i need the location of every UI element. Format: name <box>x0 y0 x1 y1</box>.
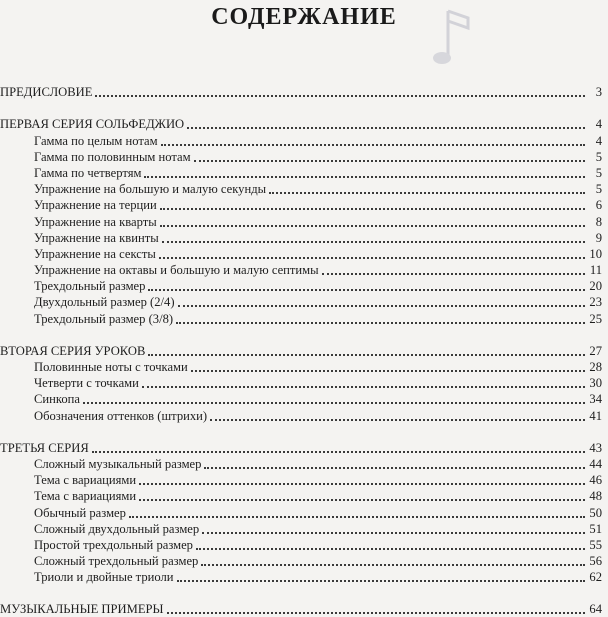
toc-entry[interactable] <box>0 246 608 262</box>
toc-dot-leader <box>167 611 586 614</box>
toc-entry[interactable] <box>0 569 608 585</box>
toc-entry[interactable] <box>0 553 608 569</box>
toc-dot-leader <box>178 304 585 307</box>
toc-entry-label: Упражнение на терции <box>34 198 157 213</box>
toc-entry-label: Обозначения оттенков (штрихи) <box>34 408 208 423</box>
page-title: СОДЕРЖАНИЕ <box>211 4 397 30</box>
toc-page-number: 27 <box>589 343 602 358</box>
toc-entry-label: Сложный музыкальный размер <box>34 456 202 471</box>
toc-page-number: 46 <box>589 473 602 488</box>
toc-dot-leader <box>148 353 585 356</box>
toc-dot-leader <box>160 207 585 210</box>
toc-entry[interactable] <box>0 197 608 213</box>
toc-entry-label: Тема с вариациями <box>34 473 137 488</box>
toc-entry[interactable] <box>0 213 608 229</box>
toc-dot-leader <box>92 450 585 453</box>
toc-dot-leader <box>83 401 585 404</box>
toc-entry-label: Упражнение на большую и малую секунды <box>34 182 267 197</box>
toc-entry-label: Обычный размер <box>34 505 126 520</box>
toc-dot-leader <box>269 191 585 194</box>
toc-entry-label: Сложный трехдольный размер <box>34 554 199 569</box>
toc-dot-leader <box>139 482 585 485</box>
toc-page-number: 28 <box>589 360 602 374</box>
toc-dot-leader <box>144 175 585 178</box>
toc-dot-leader <box>162 240 585 243</box>
section-gap <box>0 327 608 343</box>
toc-entry[interactable] <box>0 132 608 148</box>
toc-entry-label: ПРЕДИСЛОВИЕ <box>0 85 93 100</box>
toc-dot-leader <box>210 418 585 421</box>
toc-section-entry[interactable] <box>0 440 608 456</box>
toc-entry-label: ПЕРВАЯ СЕРИЯ СОЛЬФЕДЖИО <box>0 117 185 132</box>
toc-page-number: 5 <box>595 149 602 164</box>
show-through-decoration <box>150 40 450 60</box>
toc-dot-leader <box>191 369 585 372</box>
table-of-contents <box>0 84 608 617</box>
toc-entry[interactable] <box>0 149 608 165</box>
toc-page-number: 55 <box>589 537 602 552</box>
toc-dot-leader <box>95 94 585 97</box>
toc-entry[interactable] <box>0 456 608 472</box>
toc-dot-leader <box>160 224 585 227</box>
toc-page-number: 43 <box>589 440 602 455</box>
toc-entry-label: ВТОРАЯ СЕРИЯ УРОКОВ <box>0 343 146 358</box>
toc-entry-label: Синкопа <box>34 392 80 407</box>
toc-entry-label: Гамма по половинным нотам <box>34 149 191 164</box>
toc-section-entry[interactable] <box>0 343 608 359</box>
toc-page-number: 56 <box>589 554 602 569</box>
toc-page-number: 25 <box>589 311 602 326</box>
toc-entry[interactable] <box>0 504 608 520</box>
toc-page-number: 44 <box>589 456 602 471</box>
toc-entry[interactable] <box>0 407 608 423</box>
toc-section-entry[interactable] <box>0 601 608 617</box>
toc-entry-label: Гамма по целым нотам <box>34 133 158 148</box>
toc-dot-leader <box>322 272 585 275</box>
toc-page-number: 64 <box>589 602 602 617</box>
toc-entry-label: Трехдольный размер <box>34 279 146 294</box>
toc-entry-label: Гамма по четвертям <box>34 165 142 180</box>
toc-page-number: 20 <box>589 279 602 294</box>
toc-dot-leader <box>159 256 585 259</box>
toc-entry[interactable] <box>0 391 608 407</box>
toc-dot-leader <box>148 288 585 291</box>
toc-entry-label: Простой трехдольный размер <box>34 537 193 552</box>
toc-page-number: 23 <box>589 295 602 310</box>
toc-entry-label: МУЗЫКАЛЬНЫЕ ПРИМЕРЫ <box>0 602 164 617</box>
toc-page-number: 4 <box>595 117 602 132</box>
toc-page-number: 5 <box>595 182 602 197</box>
toc-dot-leader <box>142 385 585 388</box>
section-gap <box>0 585 608 601</box>
toc-page-number: 50 <box>589 505 602 520</box>
toc-dot-leader <box>196 547 585 550</box>
toc-entry-label: Трехдольный размер (3/8) <box>34 311 174 326</box>
toc-entry[interactable] <box>0 262 608 278</box>
toc-page-number: 41 <box>589 408 602 423</box>
toc-dot-leader <box>201 563 585 566</box>
toc-section-entry[interactable] <box>0 84 608 100</box>
toc-page-number: 4 <box>595 133 602 148</box>
toc-dot-leader <box>177 579 585 582</box>
toc-dot-leader <box>204 466 585 469</box>
toc-entry[interactable] <box>0 294 608 310</box>
toc-page-number: 9 <box>595 230 602 245</box>
toc-page-number: 11 <box>589 263 602 278</box>
toc-entry[interactable] <box>0 472 608 488</box>
toc-dot-leader <box>161 143 585 146</box>
toc-dot-leader <box>139 498 585 501</box>
toc-entry-label: Упражнение на кварты <box>34 214 157 229</box>
toc-entry-label: Сложный двухдольный размер <box>34 521 200 536</box>
toc-dot-leader <box>187 126 585 129</box>
toc-page-number: 8 <box>595 214 602 229</box>
toc-entry[interactable] <box>0 359 608 375</box>
toc-entry[interactable] <box>0 165 608 181</box>
toc-page-number: 10 <box>589 246 602 261</box>
toc-dot-leader <box>129 515 585 518</box>
section-gap <box>0 100 608 116</box>
toc-entry[interactable] <box>0 278 608 294</box>
toc-entry[interactable] <box>0 537 608 553</box>
toc-page-number: 30 <box>589 376 602 391</box>
toc-entry-label: Упражнение на квинты <box>34 230 159 245</box>
section-gap <box>0 424 608 440</box>
toc-page-number: 3 <box>595 85 602 100</box>
toc-entry[interactable] <box>0 375 608 391</box>
toc-entry-label: Упражнение на сексты <box>34 246 156 261</box>
toc-dot-leader <box>202 531 585 534</box>
toc-page-number: 6 <box>595 198 602 213</box>
toc-entry-label: Четверти с точками <box>34 376 139 391</box>
toc-entry-label: Триоли и двойные триоли <box>34 570 174 585</box>
toc-entry[interactable] <box>0 310 608 326</box>
toc-entry[interactable] <box>0 230 608 246</box>
toc-page-number: 5 <box>595 165 602 180</box>
toc-page-number: 48 <box>589 489 602 504</box>
toc-entry-label: Тема с вариациями <box>34 489 137 504</box>
toc-entry-label: Половинные ноты с точками <box>34 360 188 374</box>
toc-entry-label: Упражнение на октавы и большую и малую септимы <box>34 263 319 278</box>
toc-entry-label: Двухдольный размер (2/4) <box>34 295 175 310</box>
toc-page-number: 51 <box>589 521 602 536</box>
toc-entry[interactable] <box>0 181 608 197</box>
toc-page-number: 62 <box>589 570 602 585</box>
toc-dot-leader <box>194 159 585 162</box>
toc-page-number: 34 <box>589 392 602 407</box>
toc-entry[interactable] <box>0 521 608 537</box>
toc-section-entry[interactable] <box>0 116 608 132</box>
toc-entry-label: ТРЕТЬЯ СЕРИЯ <box>0 440 89 455</box>
toc-dot-leader <box>176 321 585 324</box>
toc-entry[interactable] <box>0 488 608 504</box>
